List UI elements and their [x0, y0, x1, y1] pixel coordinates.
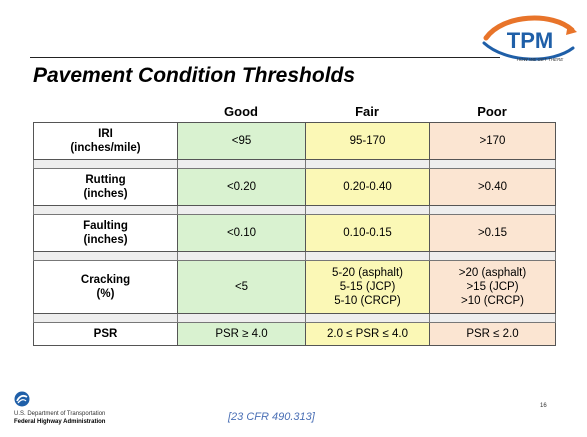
- good-cell: [178, 169, 306, 206]
- fair-cell: [306, 169, 430, 206]
- threshold-value: <0.10: [226, 227, 257, 239]
- threshold-value: <0.20: [226, 181, 257, 193]
- good-cell: [178, 215, 306, 252]
- row-label-cell: [34, 261, 178, 314]
- column-header-fair: Fair: [355, 104, 379, 119]
- spacer-cell: [178, 206, 306, 215]
- row-label-line: Faulting: [83, 220, 128, 232]
- logo-tagline: HOW WE GET THERE: [516, 57, 564, 62]
- row-label-line: (inches): [83, 234, 128, 246]
- row-label-line: PSR: [93, 328, 118, 340]
- poor-cell: [430, 123, 556, 160]
- spacer-cell: [430, 314, 556, 323]
- spacer-cell: [430, 206, 556, 215]
- poor-cell: [430, 169, 556, 206]
- table-row: [34, 261, 556, 314]
- spacer-cell: [306, 252, 430, 261]
- page-title: Pavement Condition Thresholds: [33, 64, 356, 87]
- threshold-value: >15 (JCP): [466, 281, 519, 293]
- poor-cell: [430, 261, 556, 314]
- fair-cell: [306, 123, 430, 160]
- good-cell: [178, 123, 306, 160]
- dot-name: U.S. Department of Transportation: [14, 411, 106, 417]
- table-row: [34, 323, 556, 346]
- fair-cell: [306, 323, 430, 346]
- tpm-logo-graphic: [478, 8, 578, 70]
- threshold-value: 5-10 (CRCP): [334, 295, 401, 307]
- threshold-value: PSR ≥ 4.0: [215, 328, 268, 340]
- row-label-cell: [34, 215, 178, 252]
- threshold-value: >170: [479, 135, 506, 147]
- usdot-fhwa-logo: [12, 391, 152, 431]
- threshold-value: 2.0 ≤ PSR ≤ 4.0: [326, 328, 409, 340]
- threshold-value: >20 (asphalt): [458, 267, 527, 279]
- poor-cell: [430, 323, 556, 346]
- row-label-cell: [34, 169, 178, 206]
- threshold-value: <95: [231, 135, 252, 147]
- spacer-cell: [34, 206, 178, 215]
- page-number: 16: [540, 403, 547, 409]
- spacer-cell: [306, 160, 430, 169]
- spacer-row: [34, 252, 556, 261]
- spacer-row: [34, 160, 556, 169]
- column-header-good: Good: [224, 104, 258, 119]
- table-row: [34, 215, 556, 252]
- spacer-cell: [34, 160, 178, 169]
- spacer-row: [34, 206, 556, 215]
- row-label-line: (inches/mile): [70, 142, 141, 154]
- tpm-logo: [478, 8, 578, 70]
- row-label-cell: [34, 323, 178, 346]
- spacer-cell: [34, 252, 178, 261]
- threshold-value: 95-170: [349, 135, 386, 147]
- spacer-cell: [178, 314, 306, 323]
- column-header-poor: Poor: [477, 104, 507, 119]
- usdot-emblem-icon: [14, 391, 30, 407]
- threshold-value: PSR ≤ 2.0: [466, 328, 519, 340]
- threshold-value: >0.40: [477, 181, 508, 193]
- row-label-line: (%): [96, 288, 115, 300]
- row-label-line: Cracking: [80, 274, 131, 286]
- logo-text: TPM: [506, 28, 554, 53]
- spacer-row: [34, 314, 556, 323]
- threshold-value: 5-20 (asphalt): [332, 267, 403, 279]
- fhwa-name: Federal Highway Administration: [14, 419, 106, 425]
- threshold-value: 0.10-0.15: [343, 227, 392, 239]
- row-label-line: (inches): [83, 188, 128, 200]
- thresholds-table: [33, 122, 556, 346]
- row-label-line: IRI: [98, 128, 113, 140]
- header-rule: [30, 57, 500, 58]
- row-label-line: Rutting: [85, 174, 126, 186]
- good-cell: [178, 261, 306, 314]
- spacer-cell: [178, 252, 306, 261]
- row-label-cell: [34, 123, 178, 160]
- spacer-cell: [306, 314, 430, 323]
- citation: [23 CFR 490.313]: [228, 411, 315, 423]
- threshold-value: 5-15 (JCP): [339, 281, 396, 293]
- spacer-cell: [34, 314, 178, 323]
- fair-cell: [306, 215, 430, 252]
- spacer-cell: [306, 206, 430, 215]
- threshold-value: >10 (CRCP): [461, 295, 524, 307]
- table-row: [34, 169, 556, 206]
- threshold-value: <5: [234, 281, 249, 293]
- fair-cell: [306, 261, 430, 314]
- spacer-cell: [178, 160, 306, 169]
- threshold-value: >0.15: [477, 227, 508, 239]
- poor-cell: [430, 215, 556, 252]
- table-row: [34, 123, 556, 160]
- spacer-cell: [430, 252, 556, 261]
- good-cell: [178, 323, 306, 346]
- threshold-value: 0.20-0.40: [343, 181, 392, 193]
- spacer-cell: [430, 160, 556, 169]
